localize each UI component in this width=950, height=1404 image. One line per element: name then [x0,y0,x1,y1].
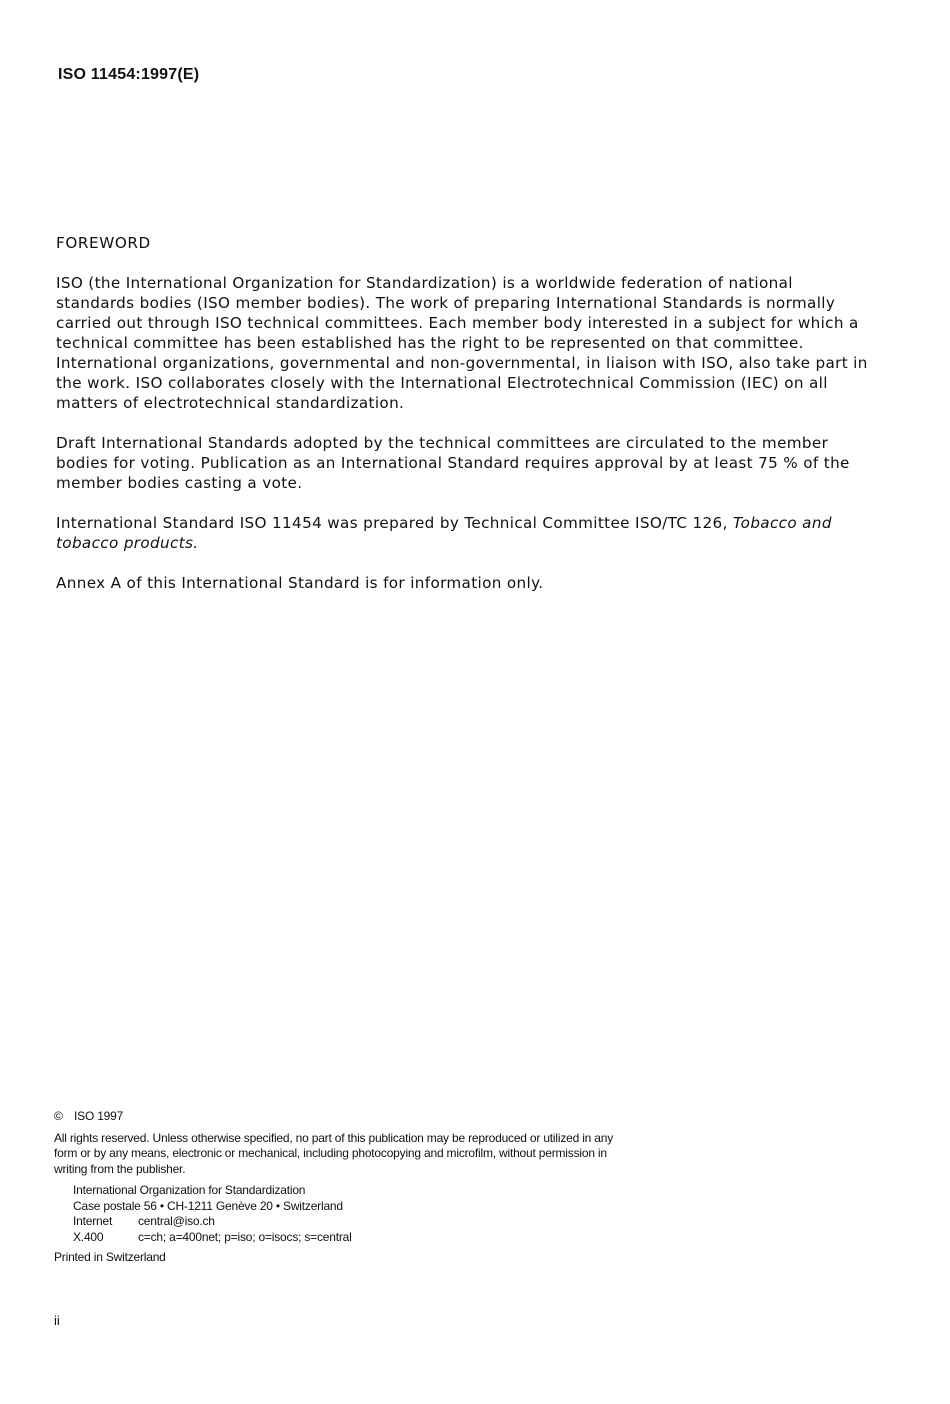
internet-label: Internet [73,1214,113,1228]
foreword-paragraph-annex: Annex A of this International Standard is for information only. [56,574,544,592]
printed-in: Printed in Switzerland [54,1250,166,1264]
foreword-paragraph-iso-description: ISO (the International Organization for Standardization) is a worldwide federation of national standards bodies (ISO member bodies). The work of preparing International Standards is normally carried out through ISO technical committees. Each member body interested in a subject for which a technical committee has been established has the right to be represented on that committee. International organizations, governmental and non-governmental, in liaison with ISO, also take part in the work. ISO collaborates closely with the International Electrotechnical Commission (IEC) on all matters of electrotechnical standardization. [56,274,868,412]
foreword-section [56,233,876,613]
copyright-line [54,1109,614,1125]
foreword-heading: FOREWORD [56,234,151,252]
committee-text: International Standard ISO 11454 was prepared by Technical Committee ISO/TC 126, [56,514,733,532]
publisher-postal-address: Case postale 56 • CH-1211 Genève 20 • Switzerland [73,1198,343,1213]
publisher-name: International Organization for Standardization [73,1183,306,1197]
copyright-block [54,1109,614,1266]
publisher-internet-row [73,1214,614,1230]
x400-label: X.400 [73,1229,104,1244]
copyright-icon: © [54,1109,63,1123]
internet-address: central@iso.ch [138,1214,215,1228]
rights-statement: All rights reserved. Unless otherwise specified, no part of this publication may be reproduced or utilized in any form or by any means, electronic or mechanical, including photocopying and microfilm, without permission in writing from the publisher. [54,1130,614,1176]
copyright-year: ISO 1997 [74,1109,124,1123]
page-number: ii [54,1313,60,1328]
document-id-header: ISO 11454:1997(E) [58,66,200,83]
foreword-paragraph-technical-committee [56,513,876,553]
foreword-paragraph-draft-standards: Draft International Standards adopted by the technical committees are circulated to the member bodies for voting. Publication as an International Standard requires approval by at least 75 % of the member bodies casting a vote. [56,434,850,492]
publisher-address [73,1183,614,1245]
publisher-x400-row [73,1230,614,1246]
x400-address: c=ch; a=400net; p=iso; o=isocs; s=central [138,1229,352,1244]
committee-subject: Tobacco and tobacco products. [56,514,832,552]
